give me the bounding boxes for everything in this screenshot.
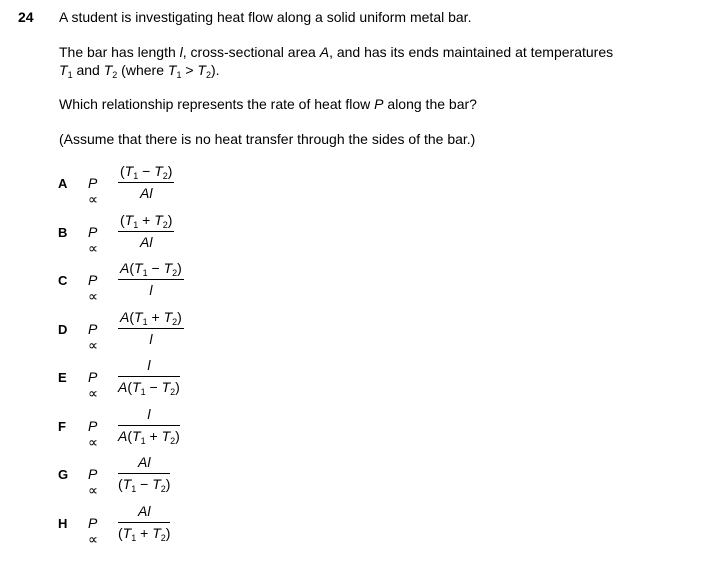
option-numerator: $(T_1 - T_2)$: [120, 163, 173, 181]
option-numerator: Al: [118, 503, 170, 523]
option-lhs: P ∝: [88, 175, 99, 207]
option-letter: B: [58, 224, 68, 240]
option-denominator: $(T_1 + T_2)$: [118, 524, 171, 543]
option-lhs: P ∝: [88, 272, 99, 304]
option-fraction: [118, 406, 180, 445]
option-letter: A: [58, 176, 68, 191]
option-letter: E: [58, 370, 67, 385]
option-denominator: Al: [140, 233, 153, 250]
option-fraction: [118, 357, 180, 396]
option-denominator: $A(T_1 + T_2)$: [118, 427, 180, 446]
question-description-line-1: The bar has length l, cross-sectional area A, and has its ends maintained at temperatures: [59, 44, 614, 60]
option-denominator: l: [149, 282, 153, 298]
option-numerator: l: [118, 406, 180, 426]
option-letter: G: [58, 467, 69, 482]
option-lhs: P ∝: [88, 417, 99, 450]
option-letter: F: [58, 418, 66, 434]
option-denominator: $(T_1 - T_2)$: [118, 476, 171, 494]
option-numerator: Al: [118, 454, 170, 474]
option-fraction: [118, 454, 170, 493]
option-lhs: P ∝: [88, 320, 99, 353]
option-letter: H: [58, 515, 68, 531]
question-prompt: Which relationship represents the rate of heat flow P along the bar?: [59, 96, 477, 112]
option-fraction: [118, 163, 174, 202]
option-fraction: [118, 260, 184, 299]
option-denominator: l: [149, 330, 153, 347]
option-fraction: [118, 309, 184, 348]
question-description-line-2: $T_1$ and $T_2$ (where $T_1 > T_2$).: [59, 62, 220, 80]
option-denominator: Al: [140, 185, 153, 201]
option-lhs: P ∝: [88, 466, 99, 498]
option-lhs: P ∝: [88, 223, 99, 256]
option-numerator: $A(T_1 - T_2)$: [120, 260, 182, 278]
option-numerator: l: [118, 357, 180, 377]
option-fraction: [118, 212, 174, 251]
question-intro: A student is investigating heat flow along a solid uniform metal bar.: [59, 9, 472, 25]
option-lhs: P ∝: [88, 369, 99, 401]
option-denominator: $A(T_1 - T_2)$: [118, 379, 180, 397]
option-letter: D: [58, 321, 68, 337]
option-fraction: [118, 503, 170, 542]
option-letter: C: [58, 273, 68, 288]
option-numerator: $A(T_1 + T_2)$: [120, 308, 182, 327]
question-assumption: (Assume that there is no heat transfer through the sides of the bar.): [59, 131, 476, 147]
option-lhs: P ∝: [88, 514, 99, 547]
question-number: 24: [18, 9, 34, 25]
option-numerator: $(T_1 + T_2)$: [120, 211, 173, 230]
